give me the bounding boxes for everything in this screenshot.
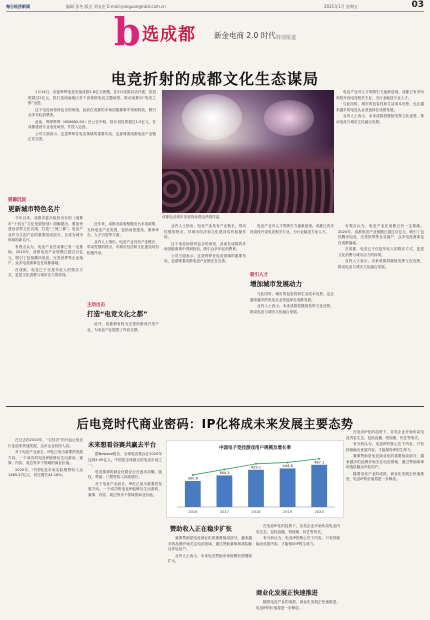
article1-headline: 电竞折射的成都文化生态谋局 [110, 70, 319, 88]
paragraph: 此前，哔哔哔哔（600680,SH）在公告中称，按计划投资超过1.5亿元，在成都建设专业电竞场馆，并投入运营。 [28, 119, 156, 129]
chart-title: 中国电子竞技游戏用户规模及增长率 [219, 446, 291, 451]
paragraph: 今年以来，成都市委市政府出台的《成都市“十四五”文化发展规划》明确提出，要加快建设世界文化名城，打造“三城三都”。电竞产业作为文创产业的重要组成部分，正成为城市形象的新名片。 [8, 216, 83, 242]
subhead-text: 增加城市发展动力 [250, 280, 302, 288]
chart-bar [185, 481, 201, 507]
paragraph: 有观点认为，电竞产业在成都已有一定基础。2020年，成都电竞产业规模已超过百亿元，吸引了包括腾讯电竞、完美世界等企业落户，众多电竞赛事也在成都落地。 [8, 244, 83, 265]
paragraph: 与此同时，城市的包容性和生活成本优势，也让越来越多的电竞从业者选择在成都发展。 [336, 102, 424, 112]
esports-crowd-photo [162, 90, 334, 213]
subhead-kicker: 主动出击 [87, 303, 105, 308]
article1-left-subhead [8, 197, 148, 213]
chart-bar [311, 465, 327, 507]
audience [162, 169, 334, 213]
x-tick-label: 2020 [314, 510, 324, 514]
paragraph: 随着电竞产业的成熟，商业化发展正快速推进，电竞IP的价值将进一步释放。 [346, 471, 424, 481]
issue-date: 2021年1月 星期五 [324, 4, 358, 9]
paragraph: 电竞产业对人才的吸引力逐渐显现。成都已有多所高校开设电竞相关专业，为行业输送专业人才。 [336, 90, 424, 100]
article2-subhead-1: 未来想看谷赛共赢去平台 [88, 442, 157, 449]
paragraph: 在成都，电竞已不仅是年轻人的娱乐方式，更是文化消费与城市活力的体现。 [338, 247, 424, 257]
paragraph: 这个电竞场馆所包含的场馆，此前在成都的多场顶级赛事中得到检验，吸引众多年轻消费者。 [28, 107, 156, 117]
paragraph: 电竞赛事的商业化路径正在逐步清晰，版权、赞助、门票等收入持续增长。 [88, 469, 162, 479]
paragraph: 业内人士指出，电竞产业具有产业链长、带动性强的特点，对城市经济和文化建设均有积极作用。 [87, 239, 159, 255]
x-tick-label: 2019 [283, 510, 293, 514]
paragraph: 近年来，成都市政府相继出台多项政策，支持电竞产业发展，包括场馆建设、赛事举办、人才引进等方面。 [87, 222, 159, 237]
stage-light [264, 100, 314, 136]
paragraph: 据Newzoo报告，全球电竞观众在2020年达到4.95亿人。中国是全球最大的电竞市场之一。 [88, 452, 162, 467]
trend-point [192, 474, 194, 476]
paragraph: 业内人士表示，未来电竞赞助市场规模有望继续扩大。 [168, 553, 252, 563]
section-divider [6, 406, 424, 407]
paragraph: 有观点认为，电竞产业在成都已有一定基础。2020年，成都电竞产业规模已超过百亿元，吸引了包括腾讯电竞、完美世界等企业落户，众多电竞赛事也在成都落地。 [338, 224, 424, 245]
article1-col-e [338, 224, 424, 402]
paragraph: 2020年，中国电竞市场实际销售收入达1365.57亿元，同比增长44.16%。 [8, 467, 83, 477]
article1-col-c [164, 224, 246, 402]
chart-bar [280, 468, 296, 507]
paragraph: 在电竞IP化的趋势下，各类企业开始布局电竞内容生态，包括直播、短视频、综艺等形式。 [256, 524, 340, 534]
masthead-title: 选成都 [142, 25, 196, 45]
paragraph: 电竞产业对人才的吸引力逐渐显现。成都已有多所高校开设电竞相关专业，为行业输送专业人才。 [250, 224, 334, 234]
paragraph: 在电竞IP化的趋势下，各类企业开始布局电竞内容生态，包括直播、短视频、综艺等形式。 [346, 430, 424, 440]
article2-col-d-bottom [256, 600, 340, 616]
paragraph: 对于电竞产业而言，IP化已成为重要的发展方向。一个成功的电竞IP能够衍生出游戏、赛事、内容、周边等多个领域的商业价值。 [8, 450, 83, 465]
article2-col-d [256, 524, 340, 584]
x-tick-label: 2018 [251, 510, 261, 514]
paragraph: 赛事赞助是电竞商业化的重要组成部分，越来越多的品牌开始关注电竞领域，通过赞助赛事和战队触达年轻用户。 [346, 454, 424, 469]
article1-col-a [8, 216, 83, 401]
bar-value-label: 444.8 [282, 463, 293, 468]
trend-point [223, 468, 225, 470]
subhead-text: 打造“电竞文化之都” [87, 310, 148, 318]
article1-right-subhead [250, 272, 340, 288]
bar-value-label: 429.1 [250, 465, 262, 470]
bar-value-label: 300.6 [187, 476, 198, 481]
paragraph: 1月14日，用蓝哔哔电竞决战成都1.8亿元规模，在3月成都启动开建，拟投资超过2亿元，将打造西南地区首个高规格电竞主题场馆，推动成都向“电竞之都”迈进。 [28, 90, 156, 105]
paragraph: 在过去的2020年，“宅经济”的兴起让电竞行业迎来快速发展，众多企业纷纷入局。 [8, 438, 83, 448]
x-tick-label: 2017 [219, 510, 229, 514]
chart-bar [217, 475, 233, 507]
article2-subhead-2: 赞助收入正在稳步扩张 [170, 526, 232, 533]
page-header [6, 0, 424, 11]
article1-lead-column [28, 90, 156, 190]
trend-point [255, 463, 257, 465]
editor-info: 编辑 张冬 版式 刘友宏 E-mail:yanguan@nbd.com.cn [66, 4, 166, 9]
paragraph: 这个电竞场馆所包含的场馆，此前在成都的多场顶级赛事中得到检验，吸引众多年轻消费者。 [164, 241, 246, 251]
header-rule [6, 11, 424, 12]
article1-right-top-column [336, 90, 424, 220]
subhead-text: 更新城市特色名片 [8, 205, 60, 213]
newspaper-name: 每日经济新闻 [6, 4, 30, 9]
article1-col-d-bottom [250, 292, 334, 402]
paragraph: 与此同时，城市的包容性和生活成本优势，也让越来越多的电竞从业者选择在成都发展。 [250, 292, 334, 302]
chart-canvas [167, 441, 343, 517]
paragraph: 有分析认为，电竞IP的核心在于内容，只有持续输出优质内容，才能保持IP的生命力。 [346, 442, 424, 452]
chart-bar [248, 470, 264, 507]
article2-subhead-3: 商业化发展正快速推进 [256, 590, 318, 597]
trend-point [318, 458, 320, 460]
photo-caption: 成都电竞城市发展现场观众热情洋溢 [162, 215, 220, 219]
page-number: 03 [411, 0, 424, 10]
paragraph: 此外，成都拥有较为完善的游戏开发产业，为电竞产业提供了内容支撑。 [87, 322, 159, 332]
article1-col-b-top [87, 222, 159, 300]
paragraph: 公司方面表示，这是哔哔在电竞领域的重要布局，也意味着成都电竞产业链正在完善。 [164, 253, 246, 263]
paragraph: 业内人士指出，电竞产业具有产业链长、带动性强的特点，对城市经济和文化建设均有积极作用。 [164, 224, 246, 239]
bar-value-label: 487.1 [314, 460, 325, 465]
paragraph: 对于电竞产业而言，IP化已成为重要的发展方向。一个成功的电竞IP能够衍生出游戏、赛事、内容、周边等多个领域的商业价值。 [88, 481, 162, 497]
paragraph: 赛事赞助是电竞商业化的重要组成部分，越来越多的品牌开始关注电竞领域，通过赞助赛事和战队触达年轻用户。 [168, 536, 252, 551]
paragraph: 业内人士表示，未来成都将继续发挥文化优势，推动电竞与城市文化融合发展。 [338, 259, 424, 269]
stage-light [182, 94, 242, 140]
masthead-tag: 特别报道 [276, 35, 297, 41]
paragraph: 业内人士表示，未来成都将继续发挥文化优势，推动电竞与城市文化融合发展。 [250, 304, 334, 314]
paragraph: 业内人士表示，未来成都将继续发挥文化优势，推动电竞与城市文化融合发展。 [336, 114, 424, 124]
bar-value-label: 364.3 [219, 470, 230, 475]
article2-col-b [88, 452, 162, 614]
subhead-kicker: 吸引人才 [250, 273, 268, 278]
paragraph: 在成都，电竞已不仅是年轻人的娱乐方式，更是文化消费与城市活力的体现。 [8, 267, 83, 277]
user-scale-chart [166, 440, 344, 518]
article2-col-e [346, 430, 424, 616]
article1-col-d-top [250, 224, 334, 270]
article2-col-a [8, 438, 83, 614]
masthead-subtitle: 新金电商 2.0 时代 [214, 31, 276, 40]
subhead-kicker: 资源沉淀 [8, 198, 26, 203]
paragraph: 随着电竞产业的成熟，商业化发展正快速推进，电竞IP的价值将进一步释放。 [256, 600, 340, 610]
section-masthead [6, 9, 424, 54]
paragraph: 有分析认为，电竞IP的核心在于内容，只有持续输出优质内容，才能保持IP的生命力。 [256, 536, 340, 546]
paragraph: 公司方面表示，这是哔哔在电竞领域的重要布局，也意味着成都电竞产业链正在完善。 [28, 131, 156, 141]
trend-point [287, 461, 289, 463]
article2-col-c [168, 536, 252, 614]
masthead-letter: b [114, 9, 141, 54]
article2-headline: 后电竞时代商业密码：IP化将成未来发展主要态势 [76, 417, 354, 431]
x-tick-label: 2016 [188, 510, 198, 514]
article1-mid-subhead [87, 302, 159, 318]
article1-col-b-bottom [87, 322, 159, 402]
